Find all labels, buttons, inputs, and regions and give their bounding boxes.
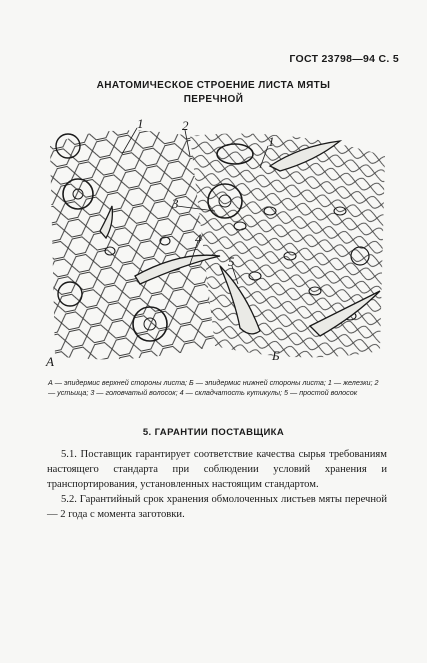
callout-5: 5 bbox=[228, 254, 235, 269]
callout-1: 1 bbox=[137, 116, 144, 131]
paragraph-5-2: 5.2. Гарантийный срок хранения обмолоченных листьев мяты перечной — 2 года с момента заготовки. bbox=[47, 494, 387, 520]
paragraph-5-1: 5.1. Поставщик гарантирует соответствие качества сырья требованиям настоящего стандарта при соблюдении условий хранения и транспортирования, установленных настоящим стандартом. bbox=[47, 449, 387, 490]
figure-title-line-2: ПЕРЕЧНОЙ bbox=[183, 94, 244, 105]
callout-2: 2 bbox=[182, 118, 189, 133]
section-title: 5. ГАРАНТИИ ПОСТАВЩИКА bbox=[142, 427, 285, 438]
figure-title-line-1: АНАТОМИЧЕСКОЕ СТРОЕНИЕ ЛИСТА МЯТЫ bbox=[96, 80, 331, 91]
figure-caption: А — эпидермис верхней стороны листа; Б — эпидермис нижней стороны листа; 1 — железки; 2 — устьица; 3 — головчатый волосок; 4 — складчатость кутикулы; 5 — простой волосок bbox=[48, 378, 379, 397]
callout-1-right: 1 bbox=[268, 134, 275, 149]
panel-label-a: А bbox=[46, 354, 54, 369]
leaf-anatomy-illustration bbox=[40, 116, 390, 371]
callout-4: 4 bbox=[195, 231, 202, 246]
figure-title bbox=[0, 79, 427, 107]
page-header: ГОСТ 23798—94 С. 5 bbox=[289, 53, 399, 65]
panel-label-b: Б bbox=[272, 348, 280, 363]
callout-3: 3 bbox=[172, 196, 179, 211]
